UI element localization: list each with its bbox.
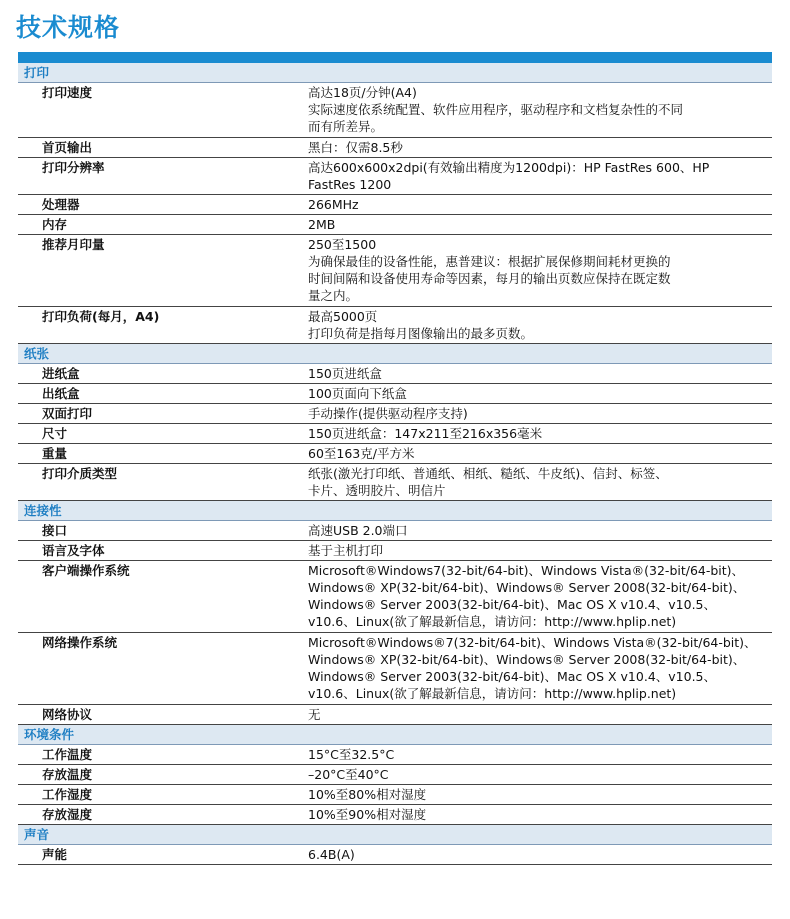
spec-value-line: –20°C至40°C: [308, 767, 389, 782]
spec-value: [308, 705, 772, 724]
spec-label: 存放湿度: [42, 807, 93, 822]
spec-row: [18, 215, 772, 235]
section-header: 连接性: [18, 501, 772, 521]
section-header: 环境条件: [18, 725, 772, 745]
spec-value-line: 手动操作(提供驱动程序支持): [308, 406, 468, 421]
spec-row: [18, 845, 772, 865]
spec-label: 推荐月印量: [42, 237, 105, 252]
spec-value-line: v10.6、Linux(欲了解最新信息，请访问：http://www.hplip.net): [308, 686, 677, 701]
spec-label: 语言及字体: [42, 543, 105, 558]
spec-value: [308, 845, 772, 864]
spec-value-line: 100页面向下纸盒: [308, 386, 407, 401]
spec-row: [18, 364, 772, 384]
spec-value: [308, 158, 772, 194]
spec-label: 网络协议: [42, 707, 93, 722]
spec-value: [308, 633, 772, 704]
spec-table: [18, 63, 772, 865]
spec-value-line: 黑白：仅需8.5秒: [308, 140, 403, 155]
spec-value: [308, 561, 772, 632]
spec-value-line: 打印负荷是指每月图像输出的最多页数。: [308, 326, 534, 341]
spec-label: 工作温度: [42, 747, 93, 762]
spec-value: [308, 541, 772, 560]
spec-label: 存放温度: [42, 767, 93, 782]
spec-row: [18, 307, 772, 344]
spec-value: [308, 235, 772, 306]
spec-value-line: 无: [308, 707, 321, 722]
spec-value-line: 150页进纸盒: [308, 366, 382, 381]
spec-value-line: 高达18页/分钟(A4): [308, 85, 417, 100]
spec-row: [18, 785, 772, 805]
spec-value-line: 基于主机打印: [308, 543, 384, 558]
spec-value-line: 60至163克/平方米: [308, 446, 415, 461]
spec-row: [18, 541, 772, 561]
spec-row: [18, 138, 772, 158]
section-header: 打印: [18, 63, 772, 83]
spec-value-line: 而有所差异。: [308, 119, 384, 134]
spec-value: [308, 785, 772, 804]
spec-value-line: 266MHz: [308, 197, 359, 212]
spec-value-line: Microsoft®Windows®7(32-bit/64-bit)、Windows Vista®(32-bit/64-bit)、: [308, 635, 757, 650]
spec-label: 客户端操作系统: [42, 563, 130, 578]
spec-value-line: v10.6、Linux(欲了解最新信息，请访问：http://www.hplip.net): [308, 614, 677, 629]
spec-row: [18, 765, 772, 785]
spec-value-line: Windows® XP(32-bit/64-bit)、Windows® Server 2008(32-bit/64-bit)、: [308, 652, 746, 667]
spec-value: [308, 521, 772, 540]
spec-value-line: 实际速度依系统配置、软件应用程序，驱动程序和文档复杂性的不同: [308, 102, 684, 117]
spec-value-line: 量之内。: [308, 288, 359, 303]
spec-value-line: 150页进纸盒：147x211至216x356毫米: [308, 426, 543, 441]
spec-label: 双面打印: [42, 406, 93, 421]
spec-value-line: Windows® Server 2003(32-bit/64-bit)、Mac OS X v10.4、v10.5、: [308, 597, 716, 612]
spec-value: [308, 765, 772, 784]
spec-value-line: Windows® Server 2003(32-bit/64-bit)、Mac OS X v10.4、v10.5、: [308, 669, 716, 684]
spec-value-line: 15°C至32.5°C: [308, 747, 395, 762]
spec-row: [18, 384, 772, 404]
spec-value: [308, 444, 772, 463]
spec-label: 打印速度: [42, 85, 93, 100]
spec-row: [18, 404, 772, 424]
spec-row: [18, 424, 772, 444]
spec-row: [18, 805, 772, 825]
spec-label: 出纸盒: [42, 386, 80, 401]
spec-label: 重量: [42, 446, 68, 461]
spec-value-line: 卡片、透明胶片、明信片: [308, 483, 446, 498]
spec-value: [308, 464, 772, 500]
spec-value-line: 6.4B(A): [308, 847, 355, 862]
spec-label: 打印负荷(每月，A4): [42, 309, 160, 324]
spec-value-line: 纸张(激光打印纸、普通纸、相纸、糙纸、牛皮纸)、信封、标签、: [308, 466, 668, 481]
page-title: 技术规格: [16, 13, 121, 42]
spec-value-line: 最高5000页: [308, 309, 378, 324]
spec-value-line: 2MB: [308, 217, 336, 232]
spec-row: [18, 705, 772, 725]
spec-value-line: 10%至90%相对湿度: [308, 807, 427, 822]
spec-row: [18, 235, 772, 307]
spec-value: [308, 364, 772, 383]
spec-value-line: Windows® XP(32-bit/64-bit)、Windows® Server 2008(32-bit/64-bit)、: [308, 580, 746, 595]
spec-value-line: FastRes 1200: [308, 177, 392, 192]
spec-value: [308, 195, 772, 214]
spec-row: [18, 633, 772, 705]
spec-row: [18, 158, 772, 195]
spec-row: [18, 745, 772, 765]
spec-value: [308, 384, 772, 403]
spec-value: [308, 307, 772, 343]
spec-row: [18, 83, 772, 138]
spec-value-line: 10%至80%相对湿度: [308, 787, 427, 802]
spec-label: 内存: [42, 217, 68, 232]
top-rule: [18, 52, 772, 63]
spec-value-line: 时间间隔和设备使用寿命等因素，每月的输出页数应保持在既定数: [308, 271, 671, 286]
spec-label: 处理器: [42, 197, 80, 212]
spec-row: [18, 444, 772, 464]
spec-label: 声能: [42, 847, 68, 862]
spec-value: [308, 138, 772, 157]
spec-value: [308, 424, 772, 443]
spec-row: [18, 521, 772, 541]
spec-value: [308, 83, 772, 137]
spec-value-line: 高速USB 2.0端口: [308, 523, 408, 538]
spec-value: [308, 805, 772, 824]
spec-label: 打印分辨率: [42, 160, 105, 175]
spec-label: 网络操作系统: [42, 635, 118, 650]
spec-label: 接口: [42, 523, 68, 538]
spec-value: [308, 404, 772, 423]
spec-row: [18, 195, 772, 215]
spec-label: 打印介质类型: [42, 466, 118, 481]
spec-label: 进纸盒: [42, 366, 80, 381]
spec-value-line: 250至1500: [308, 237, 377, 252]
spec-value: [308, 745, 772, 764]
spec-value: [308, 215, 772, 234]
spec-row: [18, 561, 772, 633]
spec-label: 工作湿度: [42, 787, 93, 802]
spec-value-line: Microsoft®Windows7(32-bit/64-bit)、Windows Vista®(32-bit/64-bit)、: [308, 563, 745, 578]
spec-label: 首页输出: [42, 140, 93, 155]
spec-value-line: 高达600x600x2dpi(有效输出精度为1200dpi)：HP FastRes 600、HP: [308, 160, 710, 175]
spec-row: [18, 464, 772, 501]
spec-value-line: 为确保最佳的设备性能，惠普建议：根据扩展保修期间耗材更换的: [308, 254, 671, 269]
section-header: 声音: [18, 825, 772, 845]
section-header: 纸张: [18, 344, 772, 364]
spec-label: 尺寸: [42, 426, 68, 441]
